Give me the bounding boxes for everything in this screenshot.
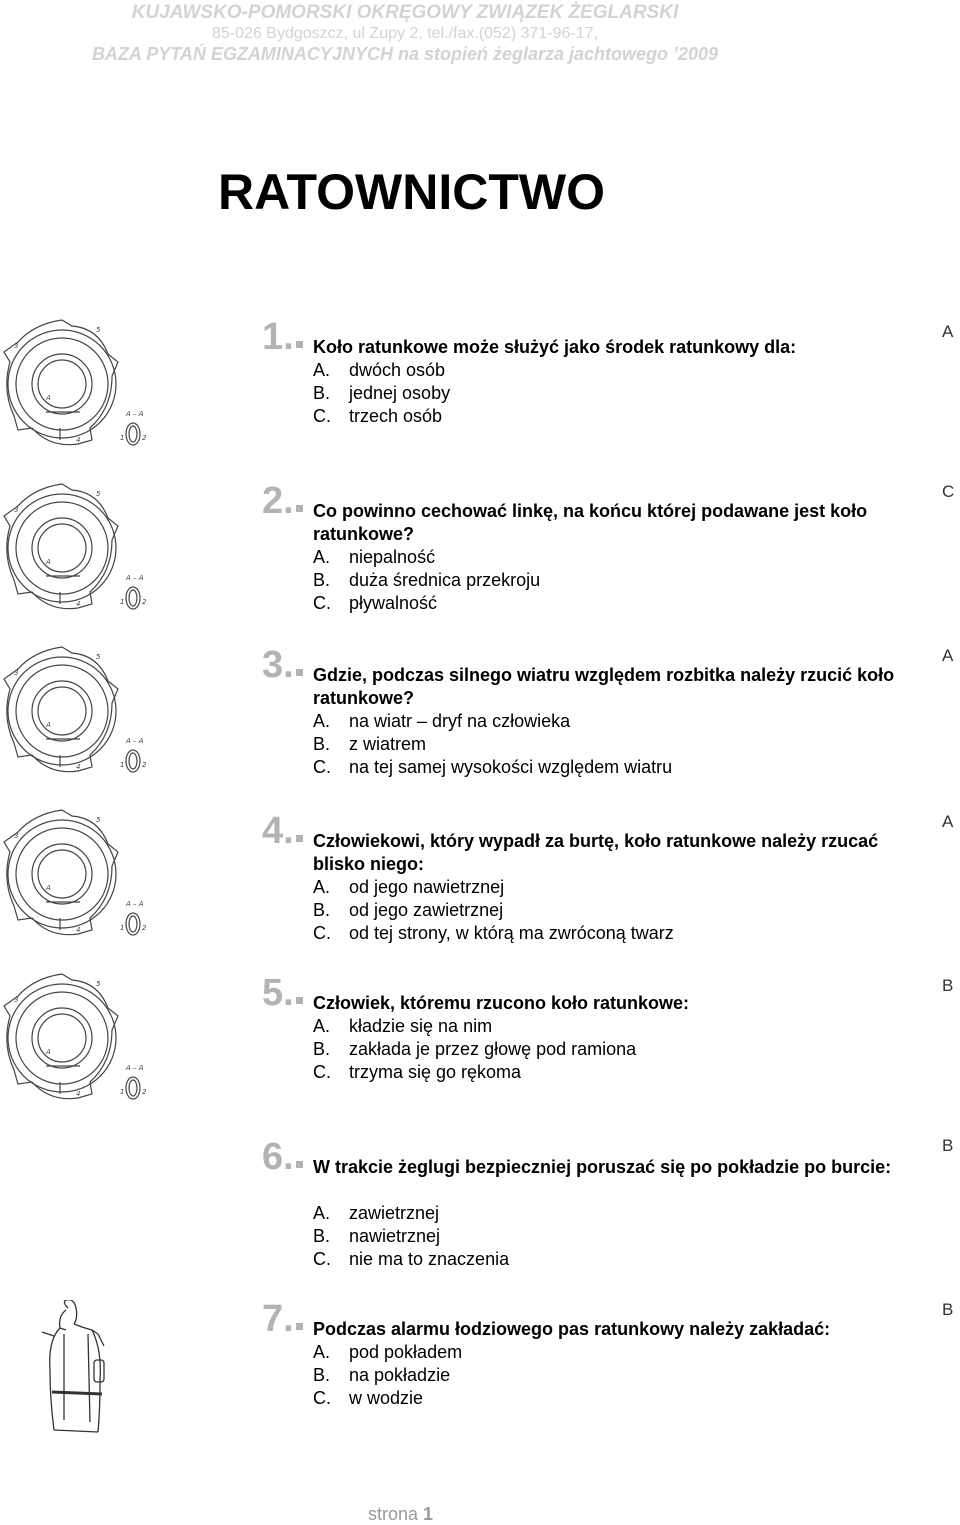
option-letter: B.	[313, 1226, 331, 1246]
question-number-marker	[296, 669, 303, 676]
question-text: Koło ratunkowe może służyć jako środek ratunkowy dla:	[313, 337, 797, 357]
answer-option	[313, 359, 445, 382]
question-number: 2.	[262, 482, 294, 520]
option-text: kładzie się na nim	[349, 1016, 493, 1036]
life-jacket-illustration	[40, 1300, 120, 1440]
svg-text:2: 2	[142, 598, 147, 606]
correct-answer: B	[942, 1300, 954, 1319]
option-text: zakłada je przez głowę pod ramiona	[349, 1039, 637, 1059]
lifebuoy-icon	[0, 318, 160, 454]
lifebuoy-section-label: A – A	[126, 737, 144, 745]
question-text: Człowiek, któremu rzucono koło ratunkowe:	[313, 993, 690, 1013]
section-title: RATOWNICTWO	[218, 164, 605, 220]
svg-text:2: 2	[142, 924, 147, 932]
svg-text:3: 3	[14, 342, 19, 350]
question-number-marker	[296, 835, 303, 842]
answer-option	[313, 1248, 509, 1271]
svg-text:4: 4	[76, 436, 81, 444]
option-letter: A.	[313, 1203, 331, 1223]
option-text: duża średnica przekroju	[349, 570, 541, 590]
svg-text:3: 3	[14, 832, 19, 840]
option-letter: C.	[313, 1388, 331, 1408]
svg-text:3: 3	[14, 506, 19, 514]
option-letter: C.	[313, 593, 331, 613]
option-letter: B.	[313, 1039, 331, 1059]
svg-text:5: 5	[96, 816, 101, 824]
option-text: jednej osoby	[349, 383, 451, 403]
option-letter: B.	[313, 570, 331, 590]
option-text: od jego zawietrznej	[349, 900, 504, 920]
answer-option	[313, 756, 672, 779]
option-letter: A.	[313, 877, 331, 897]
option-text: nie ma to znaczenia	[349, 1249, 510, 1269]
option-letter: A.	[313, 547, 331, 567]
header-address: 85-026 Bydgoszcz, ul Zupy 2, tel./fax.(052) 371-96-17,	[212, 25, 598, 42]
answer-option	[313, 1015, 492, 1038]
correct-answer: A	[942, 322, 954, 341]
question-number: 3.	[262, 646, 294, 684]
answer-option	[313, 1364, 450, 1387]
svg-text:A: A	[46, 558, 51, 566]
option-text: na tej samej wysokości względem wiatru	[349, 757, 673, 777]
svg-text:5: 5	[96, 980, 101, 988]
option-letter: C.	[313, 1062, 331, 1082]
option-letter: A.	[313, 1342, 331, 1362]
question-number: 1.	[262, 318, 294, 356]
option-letter: C.	[313, 1249, 331, 1269]
option-text: na pokładzie	[349, 1365, 451, 1385]
option-text: trzech osób	[349, 406, 443, 426]
lifebuoy-section-label: A – A	[126, 410, 144, 418]
lifebuoy-icon	[0, 645, 160, 781]
correct-answer: B	[942, 976, 954, 995]
answer-option	[313, 1387, 423, 1410]
svg-text:A: A	[46, 721, 51, 729]
lifebuoy-section-label: A – A	[126, 1064, 144, 1072]
answer-option	[313, 592, 437, 615]
question-number: 4.	[262, 812, 294, 850]
option-letter: B.	[313, 900, 331, 920]
svg-text:5: 5	[96, 326, 101, 334]
header-association: KUJAWSKO-POMORSKI OKRĘGOWY ZWIĄZEK ŻEGLARSKI	[131, 2, 679, 23]
footer-page-number: 1	[423, 1504, 434, 1524]
option-letter: A.	[313, 711, 331, 731]
svg-text:3: 3	[14, 669, 19, 677]
correct-answer: C	[942, 482, 955, 501]
option-text: nawietrznej	[349, 1226, 441, 1246]
option-letter: C.	[313, 923, 331, 943]
svg-text:A: A	[46, 884, 51, 892]
question-number-marker	[296, 997, 303, 1004]
lifebuoy-section-label: A – A	[126, 574, 144, 582]
svg-text:1: 1	[120, 1088, 125, 1096]
svg-text:1: 1	[120, 434, 125, 442]
lifebuoy-icon	[0, 482, 160, 618]
svg-text:1: 1	[120, 924, 125, 932]
answer-option	[313, 1225, 440, 1248]
question-number-marker	[296, 505, 303, 512]
question-number: 6.	[262, 1138, 294, 1176]
answer-option	[313, 733, 426, 756]
answer-option	[313, 382, 450, 405]
option-letter: A.	[313, 360, 331, 380]
question-text: Człowiekowi, który wypadł za burtę, koło ratunkowe należy rzucać blisko niego:	[313, 831, 879, 874]
svg-text:2: 2	[142, 434, 147, 442]
correct-answer: A	[942, 812, 954, 831]
answer-option	[313, 1341, 462, 1364]
answer-option	[313, 1038, 636, 1061]
answer-option	[313, 569, 540, 592]
svg-text:5: 5	[96, 653, 101, 661]
question-text: Podczas alarmu łodziowego pas ratunkowy należy zakładać:	[313, 1319, 831, 1339]
question-number: 5.	[262, 974, 294, 1012]
svg-text:A: A	[46, 1048, 51, 1056]
lifebuoy-section-label: A – A	[126, 900, 144, 908]
option-letter: C.	[313, 406, 331, 426]
question-number-marker	[296, 341, 303, 348]
question-number-marker	[296, 1161, 303, 1168]
option-text: w wodzie	[349, 1388, 424, 1408]
svg-text:5: 5	[96, 490, 101, 498]
svg-text:1: 1	[120, 598, 125, 606]
answer-option	[313, 876, 504, 899]
svg-text:2: 2	[142, 761, 147, 769]
option-text: pływalność	[349, 593, 438, 613]
option-text: trzyma się go rękoma	[349, 1062, 522, 1082]
question-number-marker	[296, 1323, 303, 1330]
correct-answer: A	[942, 646, 954, 665]
option-letter: B.	[313, 734, 331, 754]
answer-option	[313, 710, 570, 733]
option-letter: A.	[313, 1016, 331, 1036]
answer-option	[313, 1202, 439, 1225]
question-text: Gdzie, podczas silnego wiatru względem rozbitka należy rzucić koło ratunkowe?	[313, 665, 895, 708]
footer-label: strona	[368, 1504, 419, 1524]
answer-option	[313, 922, 674, 945]
header-question-base: BAZA PYTAŃ EGZAMINACYJNYCH na stopień żeglarza jachtowego ’2009	[91, 44, 719, 64]
option-letter: C.	[313, 757, 331, 777]
svg-text:4: 4	[76, 1090, 81, 1098]
question-number: 7.	[262, 1300, 294, 1338]
svg-text:4: 4	[76, 763, 81, 771]
option-text: od tej strony, w którą ma zwróconą twarz	[349, 923, 674, 943]
option-text: zawietrznej	[349, 1203, 440, 1223]
lifebuoy-icon	[0, 972, 160, 1108]
answer-option	[313, 1061, 521, 1084]
option-text: od jego nawietrznej	[349, 877, 505, 897]
lifebuoy-icon	[0, 808, 160, 944]
page-footer	[368, 1504, 433, 1525]
question-text: Co powinno cechować linkę, na końcu której podawane jest koło ratunkowe?	[313, 501, 868, 544]
option-letter: B.	[313, 1365, 331, 1385]
question-text: W trakcie żeglugi bezpieczniej poruszać się po pokładzie po burcie:	[313, 1157, 892, 1177]
svg-text:3: 3	[14, 996, 19, 1004]
option-letter: B.	[313, 383, 331, 403]
option-text: na wiatr – dryf na człowieka	[349, 711, 571, 731]
option-text: niepalność	[349, 547, 436, 567]
answer-option	[313, 405, 442, 428]
option-text: pod pokładem	[349, 1342, 463, 1362]
answer-option	[313, 899, 503, 922]
svg-text:A: A	[46, 394, 51, 402]
correct-answer: B	[942, 1136, 954, 1155]
answer-option	[313, 546, 435, 569]
option-text: dwóch osób	[349, 360, 446, 380]
option-text: z wiatrem	[349, 734, 427, 754]
svg-text:4: 4	[76, 600, 81, 608]
svg-text:1: 1	[120, 761, 125, 769]
svg-text:4: 4	[76, 926, 81, 934]
svg-text:2: 2	[142, 1088, 147, 1096]
